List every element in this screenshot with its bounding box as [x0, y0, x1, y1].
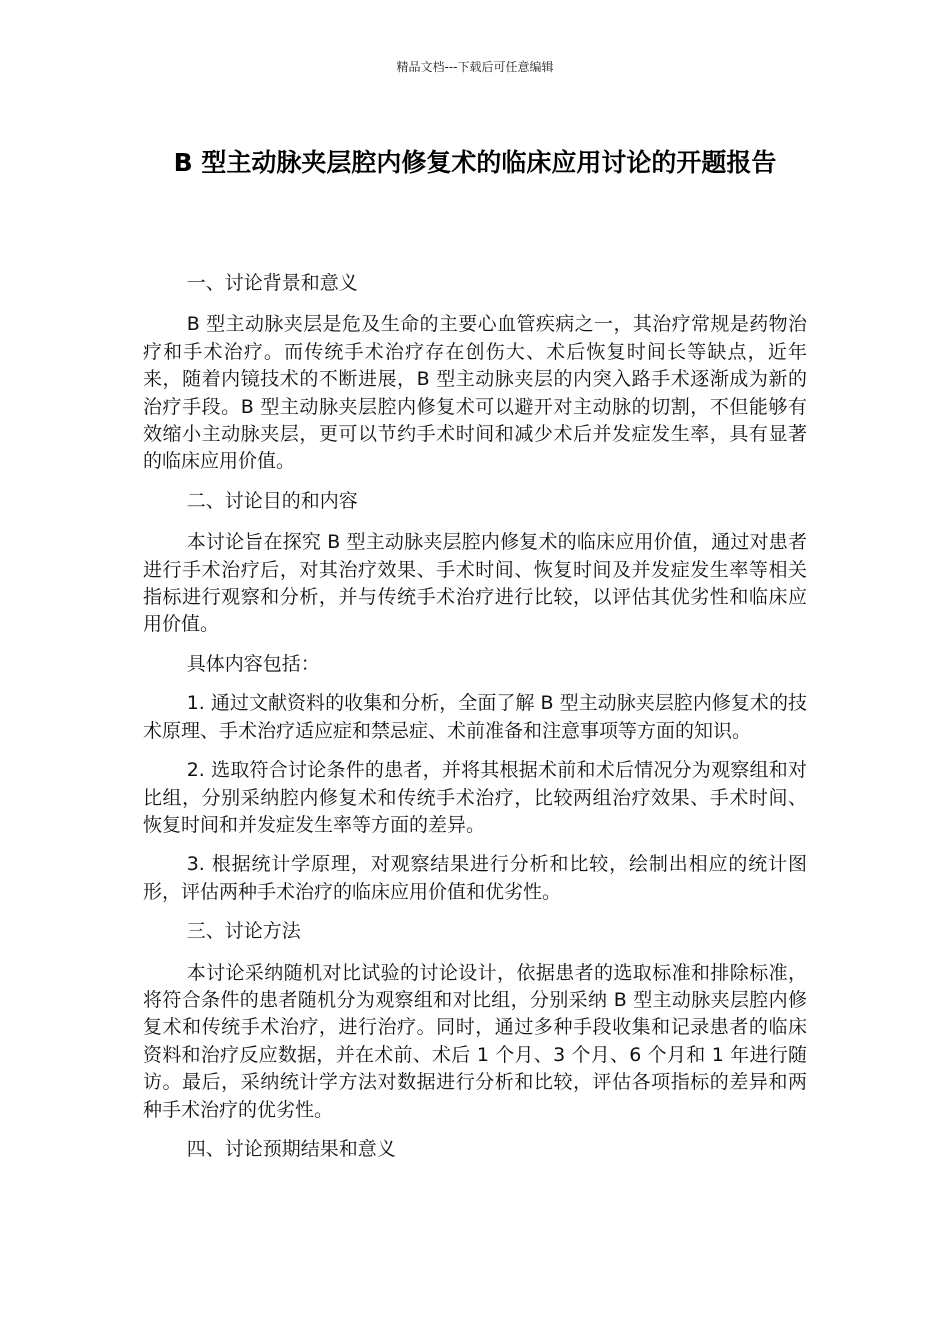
section-heading-background: 一、讨论背景和意义 [186, 272, 358, 294]
page-header: 精品文档---下载后可任意编辑 [396, 60, 554, 74]
list-item-1: 1. 通过文献资料的收集和分析，全面了解 B 型主动脉夹层腔内修复术的技术原理、手术治疗适应症和禁忌症、术前准备和注意事项等方面的知识。 [143, 692, 807, 742]
document-body [143, 270, 807, 1177]
section-heading-expected-results: 四、讨论预期结果和意义 [186, 1137, 396, 1160]
section-heading-methods: 三、讨论方法 [186, 920, 301, 943]
list-item-2: 2. 选取符合讨论条件的患者，并将其根据术前和术后情况分为观察组和对比组，分别采纳腔内修复术和传统手术治疗，比较两组治疗效果、手术时间、恢复时间和并发症发生率等方面的差异。 [143, 759, 807, 836]
paragraph-purpose: 本讨论旨在探究 B 型主动脉夹层腔内修复术的临床应用价值，通过对患者进行手术治疗后，对其治疗效果、手术时间、恢复时间及并发症发生率等相关指标进行观察和分析，并与传统手术治疗进行比较，以评估其优劣性和临床应用价值。 [143, 531, 807, 636]
paragraph-methods: 本讨论采纳随机对比试验的讨论设计，依据患者的选取标准和排除标准，将符合条件的患者随机分为观察组和对比组，分别采纳 B 型主动脉夹层腔内修复术和传统手术治疗，进行治疗。同时，通过多种手段收集和记录患者的临床资料和治疗反应数据，并在术前、术后 1 个月、3 个月、6 个月和 1 年进行随访。最后，采纳统计学方法对数据进行分析和比较，评估各项指标的差异和两种手术治疗的优劣性。 [143, 961, 807, 1121]
list-item-3: 3. 根据统计学原理，对观察结果进行分析和比较，绘制出相应的统计图形，评估两种手术治疗的临床应用价值和优劣性。 [143, 853, 807, 903]
paragraph-content-intro: 具体内容包括： [186, 652, 320, 675]
paragraph-background: B 型主动脉夹层是危及生命的主要心血管疾病之一，其治疗常规是药物治疗和手术治疗。而传统手术治疗存在创伤大、术后恢复时间长等缺点，近年来，随着内镜技术的不断进展，B 型主动脉夹层的内突入路手术逐渐成为新的治疗手段。B 型主动脉夹层腔内修复术可以避开对主动脉的切割，不但能够有效缩小主动脉夹层，更可以节约手术时间和减少术后并发症发生率，具有显著的临床应用价值。 [143, 313, 807, 473]
section-heading-purpose: 二、讨论目的和内容 [186, 489, 358, 512]
document-title: B 型主动脉夹层腔内修复术的临床应用讨论的开题报告 [173, 148, 777, 177]
